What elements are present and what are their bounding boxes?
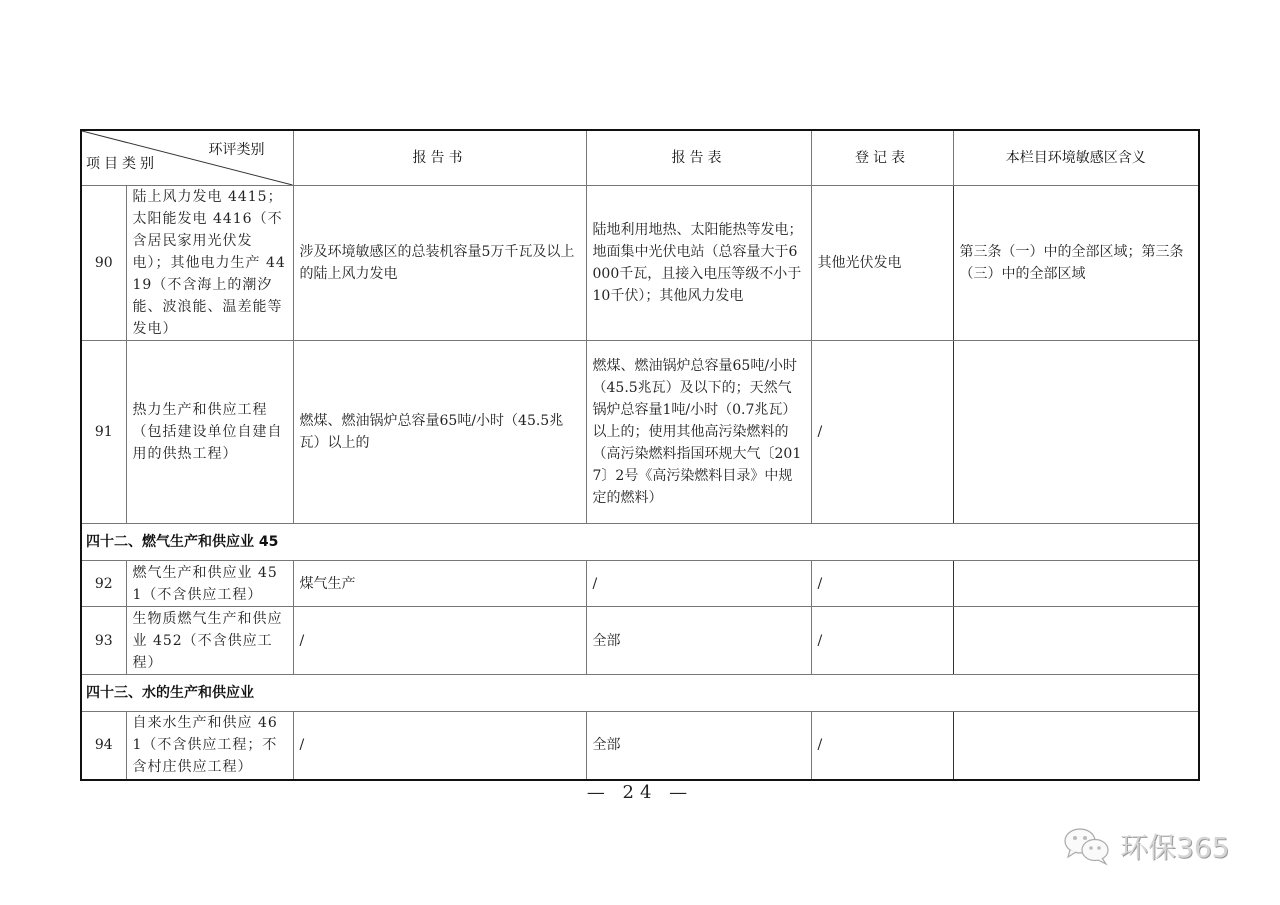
sensitive-area-cell: 第三条（一）中的全部区域；第三条（三）中的全部区域 xyxy=(953,186,1199,341)
row-number: 93 xyxy=(81,607,126,675)
registration-cell: / xyxy=(811,561,953,607)
sensitive-area-cell xyxy=(953,341,1199,524)
table-row xyxy=(81,607,1199,675)
report-table-cell: 全部 xyxy=(586,712,811,780)
section-title: 四十二、燃气生产和供应业 45 xyxy=(81,524,1199,561)
report-table-cell: 全部 xyxy=(586,607,811,675)
table-row xyxy=(81,186,1199,341)
project-category-label: 项目类别 xyxy=(86,156,158,172)
report-book-cell: / xyxy=(293,712,586,780)
section-header-row xyxy=(81,675,1199,712)
row-number: 90 xyxy=(81,186,126,341)
project-item: 生物质燃气生产和供应业 452（不含供应工程） xyxy=(126,607,293,675)
report-book-cell: 燃煤、燃油锅炉总容量65吨/小时（45.5兆瓦）以上的 xyxy=(293,341,586,524)
row-number: 92 xyxy=(81,561,126,607)
watermark xyxy=(1062,826,1229,866)
table-row xyxy=(81,561,1199,607)
project-item: 自来水生产和供应 461（不含供应工程；不含村庄供应工程） xyxy=(126,712,293,780)
registration-cell: / xyxy=(811,712,953,780)
report-table-cell: / xyxy=(586,561,811,607)
wechat-icon xyxy=(1062,826,1114,866)
page-number: — 24 — xyxy=(586,782,694,803)
sensitive-area-cell xyxy=(953,712,1199,780)
header-report-table: 报告表 xyxy=(586,130,811,186)
header-sensitive-area: 本栏目环境敏感区含义 xyxy=(953,130,1199,186)
diagonal-header-cell xyxy=(81,130,293,186)
table-row xyxy=(81,341,1199,524)
registration-cell: / xyxy=(811,341,953,524)
row-number: 91 xyxy=(81,341,126,524)
eia-category-label: 环评类别 xyxy=(208,142,265,158)
table-header-row xyxy=(81,130,1199,186)
header-registration-table: 登记表 xyxy=(811,130,953,186)
report-book-cell: / xyxy=(293,607,586,675)
report-table-cell: 燃煤、燃油锅炉总容量65吨/小时（45.5兆瓦）及以下的；天然气锅炉总容量1吨/小时（0.7兆瓦）以上的；使用其他高污染燃料的（高污染燃料指国环规大气〔2017〕2号《高污染燃料目录》中规定的燃料） xyxy=(586,341,811,524)
project-item: 陆上风力发电 4415；太阳能发电 4416（不含居民家用光伏发电）；其他电力生产 4419（不含海上的潮汐能、波浪能、温差能等发电） xyxy=(126,186,293,341)
project-item: 热力生产和供应工程（包括建设单位自建自用的供热工程） xyxy=(126,341,293,524)
report-table-cell: 陆地利用地热、太阳能热等发电；地面集中光伏电站（总容量大于6000千瓦，且接入电压等级不小于10千伏）；其他风力发电 xyxy=(586,186,811,341)
sensitive-area-cell xyxy=(953,607,1199,675)
row-number: 94 xyxy=(81,712,126,780)
watermark-text: 环保365 xyxy=(1120,831,1230,864)
sensitive-area-cell xyxy=(953,561,1199,607)
report-book-cell: 煤气生产 xyxy=(293,561,586,607)
table-row xyxy=(81,712,1199,780)
project-item: 燃气生产和供应业 451（不含供应工程） xyxy=(126,561,293,607)
classification-table xyxy=(80,129,1200,781)
registration-cell: 其他光伏发电 xyxy=(811,186,953,341)
header-report-book: 报告书 xyxy=(293,130,586,186)
section-title: 四十三、水的生产和供应业 xyxy=(81,675,1199,712)
section-header-row xyxy=(81,524,1199,561)
registration-cell: / xyxy=(811,607,953,675)
report-book-cell: 涉及环境敏感区的总装机容量5万千瓦及以上的陆上风力发电 xyxy=(293,186,586,341)
